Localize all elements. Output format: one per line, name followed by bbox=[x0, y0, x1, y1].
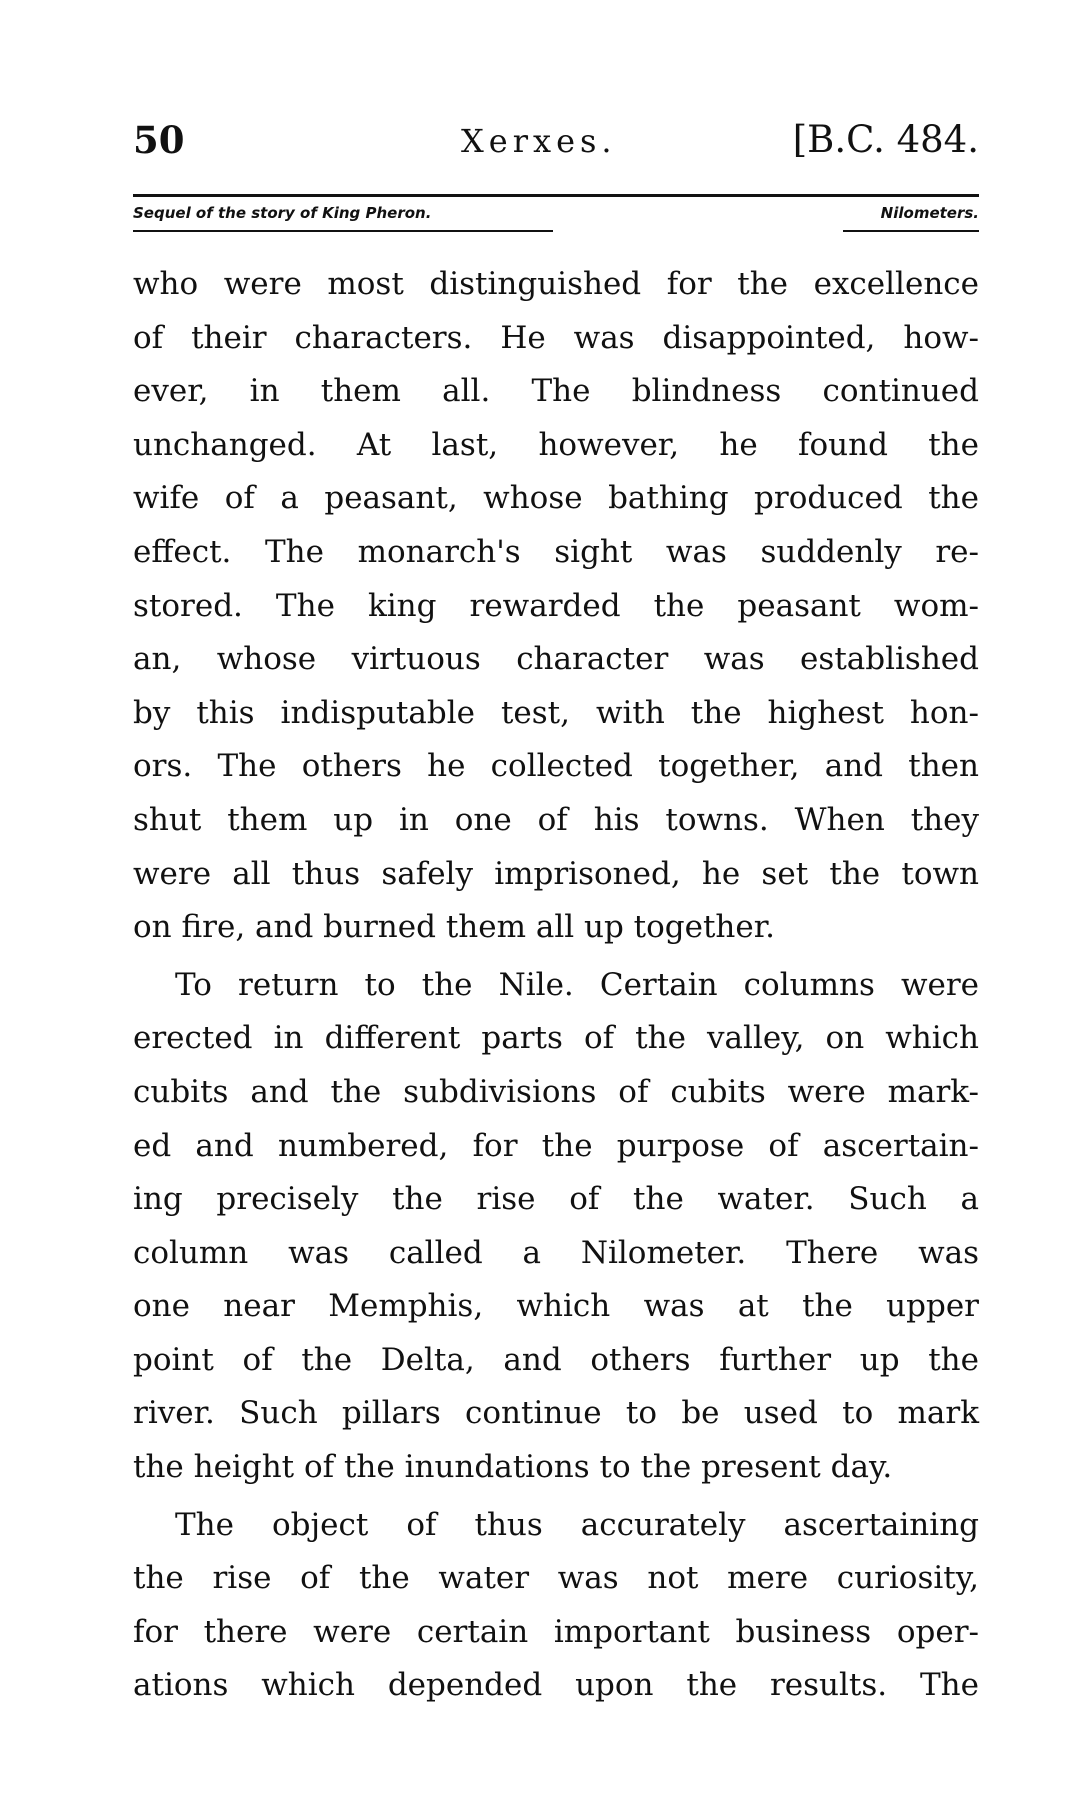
text-line: effect. The monarch's sight was suddenly re- bbox=[133, 533, 979, 570]
running-head bbox=[133, 118, 979, 170]
date-reference: [B.C. 484. bbox=[792, 118, 979, 161]
text-line: To return to the Nile. Certain columns were bbox=[175, 966, 979, 1003]
paragraph bbox=[133, 1499, 979, 1713]
marginal-rule-left bbox=[133, 230, 553, 232]
text-line: river. Such pillars continue to be used to mark bbox=[133, 1395, 979, 1432]
text-line: ever, in them all. The blindness continued bbox=[133, 373, 979, 410]
text-line: the height of the inundations to the present day. bbox=[133, 1449, 893, 1486]
text-line: by this indisputable test, with the highest hon- bbox=[133, 694, 979, 731]
text-line: one near Memphis, which was at the upper bbox=[133, 1288, 979, 1325]
text-line: The object of thus accurately ascertaining bbox=[175, 1506, 979, 1543]
text-line: ing precisely the rise of the water. Such a bbox=[133, 1181, 979, 1218]
header-rule bbox=[133, 194, 979, 197]
paragraph bbox=[133, 258, 979, 955]
marginal-note-right: Nilometers. bbox=[880, 204, 979, 222]
text-line: unchanged. At last, however, he found the bbox=[133, 426, 979, 463]
text-line: who were most distinguished for the excellence bbox=[133, 266, 979, 302]
paragraph bbox=[133, 959, 979, 1495]
text-line: erected in different parts of the valley, on which bbox=[133, 1020, 979, 1057]
text-line: stored. The king rewarded the peasant wom- bbox=[133, 587, 979, 624]
text-line: ors. The others he collected together, and then bbox=[133, 748, 979, 785]
text-line: point of the Delta, and others further up the bbox=[133, 1341, 979, 1378]
text-line: of their characters. He was disappointed, how- bbox=[133, 319, 979, 356]
text-line: column was called a Nilometer. There was bbox=[133, 1234, 979, 1271]
text-line: cubits and the subdivisions of cubits were mark- bbox=[133, 1073, 979, 1110]
text-line: an, whose virtuous character was established bbox=[133, 641, 979, 678]
running-title: Xerxes. bbox=[461, 122, 617, 160]
body-text bbox=[133, 258, 979, 1713]
marginal-rule-right bbox=[843, 230, 979, 232]
text-line: on fire, and burned them all up together. bbox=[133, 909, 776, 946]
text-line: ations which depended upon the results. The bbox=[133, 1667, 979, 1704]
marginal-note-left: Sequel of the story of King Pheron. bbox=[133, 204, 432, 222]
text-line: shut them up in one of his towns. When they bbox=[133, 801, 979, 838]
text-line: were all thus safely imprisoned, he set the town bbox=[133, 855, 979, 892]
text-line: ed and numbered, for the purpose of ascertain- bbox=[133, 1127, 979, 1164]
text-line: the rise of the water was not mere curiosity, bbox=[133, 1560, 979, 1597]
text-line: for there were certain important business oper- bbox=[133, 1613, 979, 1650]
text-line: wife of a peasant, whose bathing produced the bbox=[133, 480, 979, 517]
page-number: 50 bbox=[133, 118, 185, 162]
